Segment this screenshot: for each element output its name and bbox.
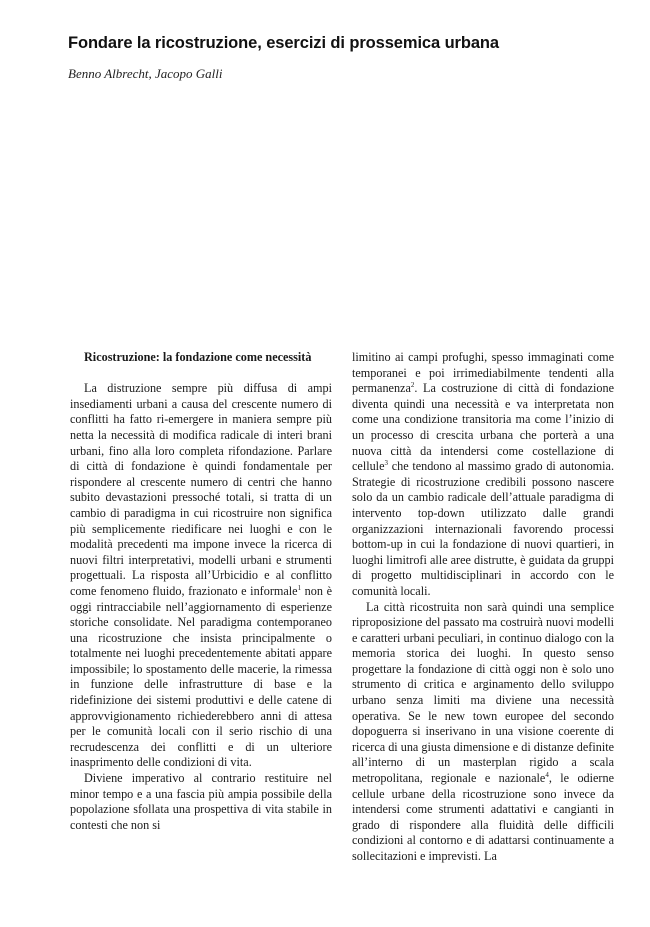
footnote-ref: 3: [384, 459, 388, 468]
paragraph: [70, 381, 332, 771]
left-column: [70, 350, 332, 865]
article-authors: Benno Albrecht, Jacopo Galli: [68, 66, 223, 81]
text-run: non è oggi rintracciabile nell’aggiornamento di esperienze storiche consolidate. Nel paradigma contemporaneo una ricostruzione che insista principalmente o totalmente nei luoghi precedentemente abitati appare impossibile; lo spostamento delle macerie, la rimessa in funzione delle infrastrutture di base e la ridefinizione dei sistemi produttivi e delle catene di approvvigionamento richiederebbero anni di attesa per le comunità locali con il serio rischio di una recrudescenza dei conflitti e di un ulteriore inasprimento delle condizioni di vita.: [70, 583, 332, 770]
text-run: che tendono al massimo grado di autonomia. Strategie di ricostruzione credibili possono nascere solo da un cambio radicale dell’attuale paradigma di intervento top-down utilizzato dalle grandi organizzazioni internazionali favorendo processi bottom-up in cui la fondazione di nuovi quartieri, in luoghi limitrofi alle aree distrutte, è guidata da gruppi di progetto multidisciplinari in accordo con le comunità locali.: [352, 459, 614, 598]
text-run: La distruzione sempre più diffusa di ampi insediamenti urbani a causa del crescente numero di conflitti ha fatto ri-emergere in maniera sempre più netta la necessità di modifica radicale di interi brani urbani, fino alla loro completa rifondazione. Parlare di città di fondazione è quindi fondamentale per rispondere al crescente numero di centri che hanno subito devastazioni pressoché totali, si tratta di un cambio di paradigma in cui ricostruire non significa più semplicemente riedificare nei luoghi e con le modalità precedenti ma impone invece la ricerca di nuovi filtri interpretativi, modelli urbani e strumenti progettuali. La risposta all’Urbicidio e al conflitto come fenomeno fluido, frazionato e informale: [70, 381, 332, 598]
article-title: Fondare la ricostruzione, esercizi di prossemica urbana: [68, 34, 499, 52]
paragraph: [352, 350, 614, 600]
text-run: La città ricostruita non sarà quindi una semplice riproposizione del passato ma costruirà nuovi modelli e caratteri urbani peculiari, in continuo dialogo con la memoria storica dei luoghi. In questo senso progettare la fondazione di città oggi non è solo uno strumento di critica e arginamento dello sviluppo urbano senza limiti ma diviene una necessità operativa. Se le new town europee del secondo dopoguerra si inserivano in una visione coerente di ricerca di una giusta dimensione e di distanze definite all’interno di un masterplan rigido a scala metropolitana, regionale e nazionale: [352, 599, 614, 786]
paragraph: Diviene imperativo al contrario restituire nel minor tempo e a una fascia più ampia possibile della popolazione sfollata una prospettiva di vita stabile in contesti che non si: [70, 771, 332, 832]
text-run: limitino ai campi profughi, spesso immaginati come temporanei e poi irrimediabilmente tendenti alla permanenza: [352, 350, 614, 396]
footnote-ref: 4: [545, 770, 549, 779]
text-run: , le odierne cellule urbane della ricostruzione sono invece da intendersi come strumenti adattativi e cangianti in grado di rispondere alla fluidità delle difficili condizioni al contorno e di adattarsi continuamente a sollecitazioni e imprevisti. La: [352, 771, 614, 863]
footnote-ref: 2: [410, 381, 415, 390]
section-heading: Ricostruzione: la fondazione come necessità: [84, 350, 312, 364]
paragraph: [352, 600, 614, 865]
spacer: [70, 366, 332, 382]
footnote-ref: 1: [297, 583, 302, 592]
text-run: . La costruzione di città di fondazione diventa quindi una necessità e va interpretata non come una condizione transitoria ma come l’inizio di un processo di crescita urbana che porterà a una nuova città da intendersi come costellazione di cellule: [352, 381, 614, 474]
right-column: [352, 350, 614, 865]
body-columns: [70, 350, 614, 865]
